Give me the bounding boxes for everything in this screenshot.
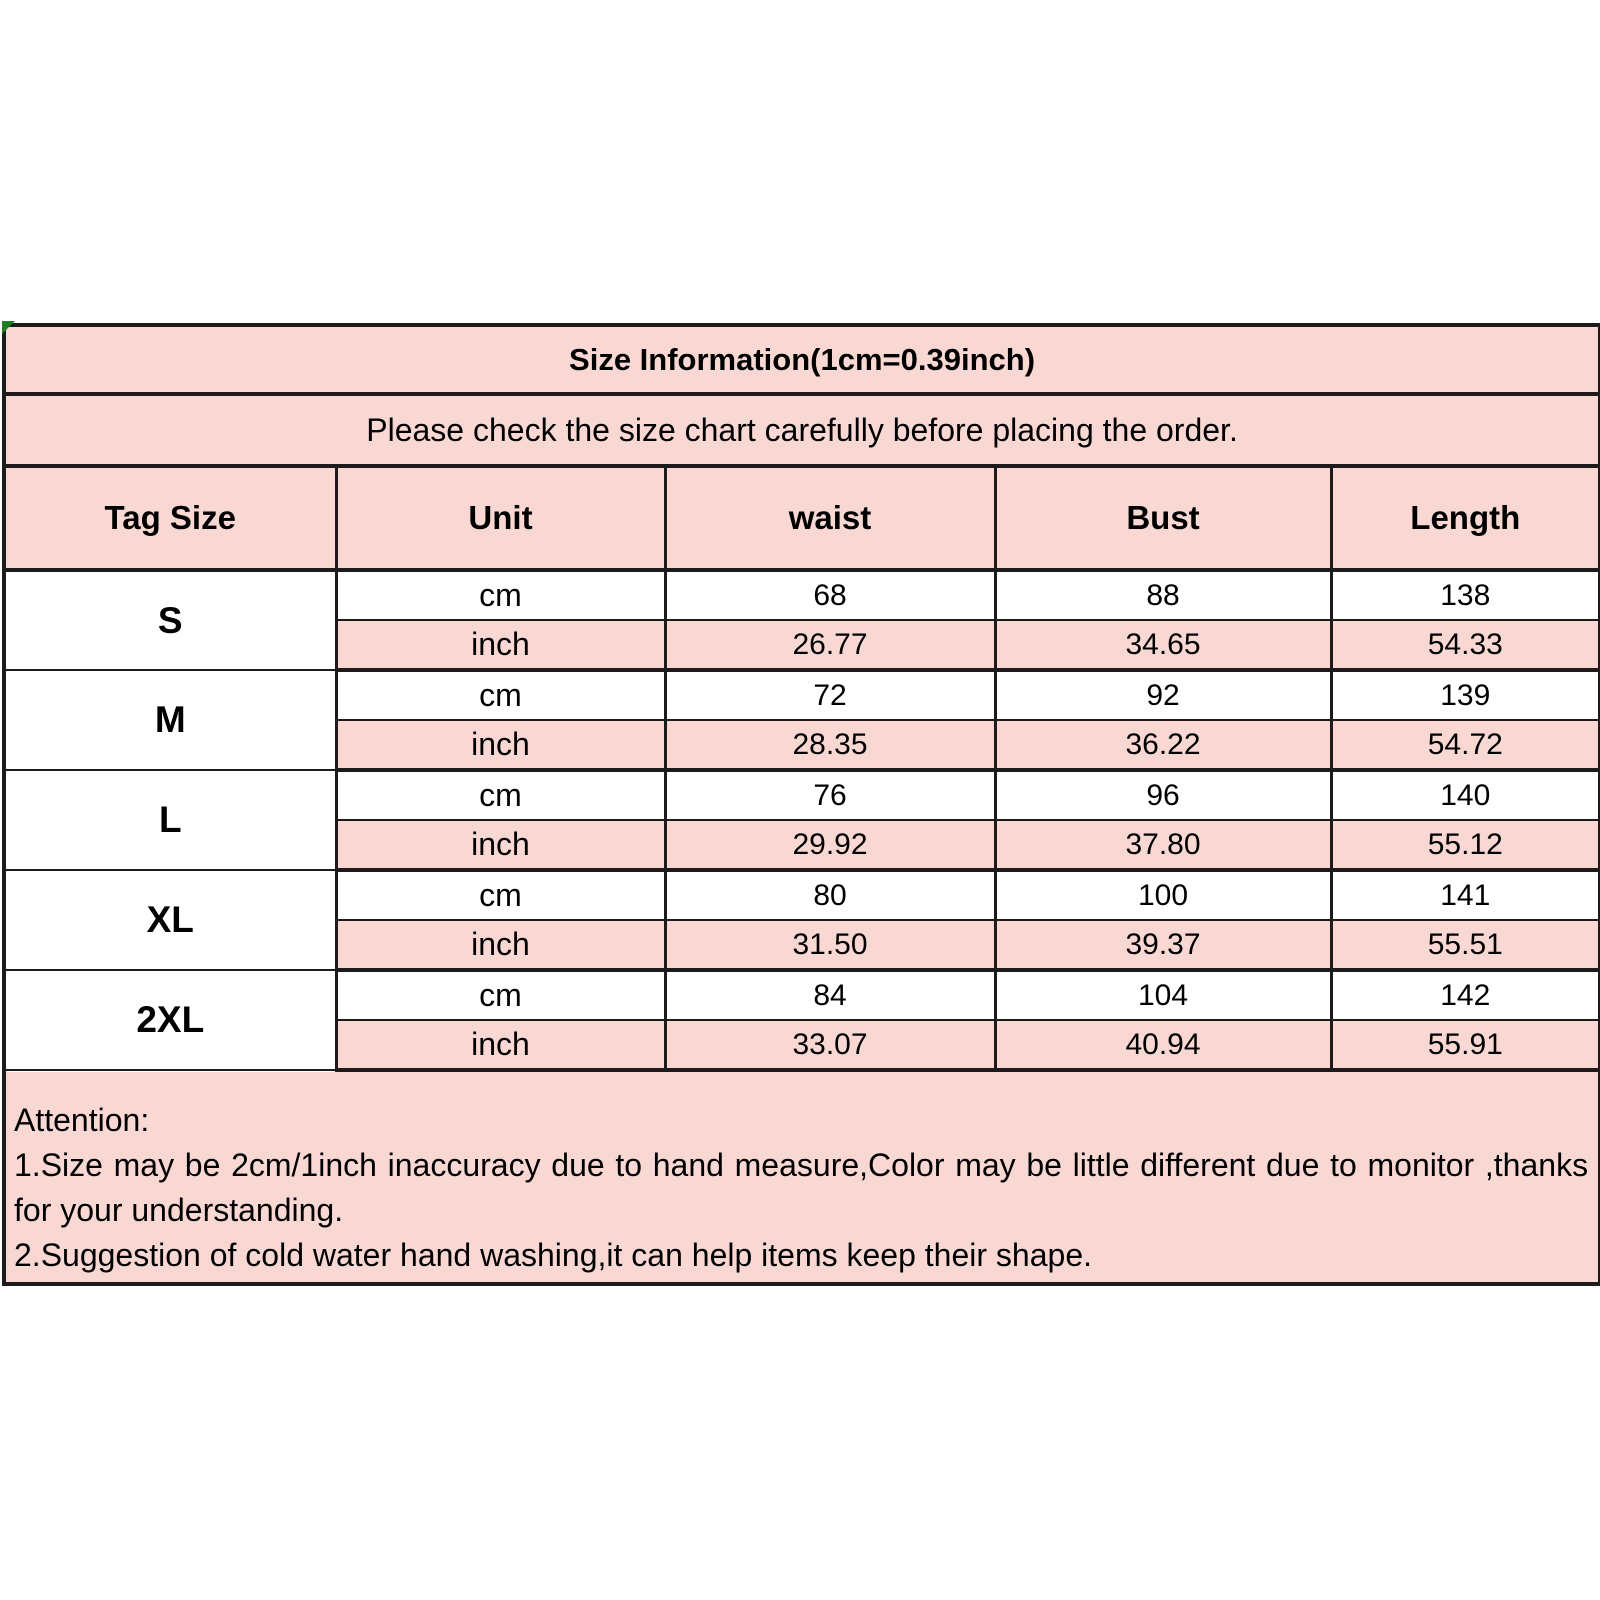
bust-value: 92: [995, 670, 1331, 720]
length-value: 55.91: [1331, 1020, 1600, 1070]
bust-value: 40.94: [995, 1020, 1331, 1070]
subtitle-note: Please check the size chart carefully before placing the order.: [4, 394, 1600, 466]
unit-cell: cm: [336, 770, 665, 820]
subtitle-row: [4, 394, 1600, 466]
bust-value: 37.80: [995, 820, 1331, 870]
size-table: [2, 323, 1600, 1286]
waist-value: 33.07: [665, 1020, 995, 1070]
length-value: 141: [1331, 870, 1600, 920]
bust-value: 104: [995, 970, 1331, 1020]
size-label-2xl: 2XL: [4, 970, 336, 1070]
length-value: 54.33: [1331, 620, 1600, 670]
table-row-xl-cm: [4, 870, 1600, 920]
bust-value: 39.37: [995, 920, 1331, 970]
size-label-m: M: [4, 670, 336, 770]
bust-value: 36.22: [995, 720, 1331, 770]
attention-row: [4, 1070, 1600, 1284]
waist-value: 84: [665, 970, 995, 1020]
size-label-xl: XL: [4, 870, 336, 970]
waist-value: 76: [665, 770, 995, 820]
bust-value: 96: [995, 770, 1331, 820]
length-value: 55.51: [1331, 920, 1600, 970]
attention-heading: Attention:: [14, 1102, 150, 1138]
waist-value: 29.92: [665, 820, 995, 870]
title-row: [4, 325, 1600, 394]
unit-cell: inch: [336, 920, 665, 970]
length-value: 138: [1331, 570, 1600, 620]
unit-cell: inch: [336, 1020, 665, 1070]
unit-cell: cm: [336, 670, 665, 720]
unit-cell: cm: [336, 870, 665, 920]
waist-value: 28.35: [665, 720, 995, 770]
unit-cell: cm: [336, 570, 665, 620]
length-value: 140: [1331, 770, 1600, 820]
unit-cell: inch: [336, 720, 665, 770]
length-value: 55.12: [1331, 820, 1600, 870]
attention-text-block: [6, 1072, 1598, 1278]
waist-value: 26.77: [665, 620, 995, 670]
waist-value: 68: [665, 570, 995, 620]
column-header-unit: Unit: [336, 466, 665, 570]
length-value: 139: [1331, 670, 1600, 720]
unit-cell: cm: [336, 970, 665, 1020]
column-header-length: Length: [1331, 466, 1600, 570]
green-corner-marker: [2, 321, 15, 334]
bust-value: 100: [995, 870, 1331, 920]
size-label-l: L: [4, 770, 336, 870]
size-label-s: S: [4, 570, 336, 670]
waist-value: 80: [665, 870, 995, 920]
unit-cell: inch: [336, 620, 665, 670]
bust-value: 88: [995, 570, 1331, 620]
table-row-s-cm: [4, 570, 1600, 620]
header-row: [4, 466, 1600, 570]
bust-value: 34.65: [995, 620, 1331, 670]
column-header-tag-size: Tag Size: [4, 466, 336, 570]
length-value: 54.72: [1331, 720, 1600, 770]
waist-value: 72: [665, 670, 995, 720]
attention-note-2: 2.Suggestion of cold water hand washing,it can help items keep their shape.: [14, 1237, 1092, 1273]
table-row-l-cm: [4, 770, 1600, 820]
attention-section: [4, 1070, 1600, 1284]
unit-cell: inch: [336, 820, 665, 870]
column-header-bust: Bust: [995, 466, 1331, 570]
waist-value: 31.50: [665, 920, 995, 970]
attention-note-1: 1.Size may be 2cm/1inch inaccuracy due to hand measure,Color may be little different due to monitor ,thanks for your understanding.: [14, 1147, 1589, 1228]
page-title: Size Information(1cm=0.39inch): [4, 325, 1600, 394]
table-row-2xl-cm: [4, 970, 1600, 1020]
column-header-waist: waist: [665, 466, 995, 570]
length-value: 142: [1331, 970, 1600, 1020]
table-row-m-cm: [4, 670, 1600, 720]
